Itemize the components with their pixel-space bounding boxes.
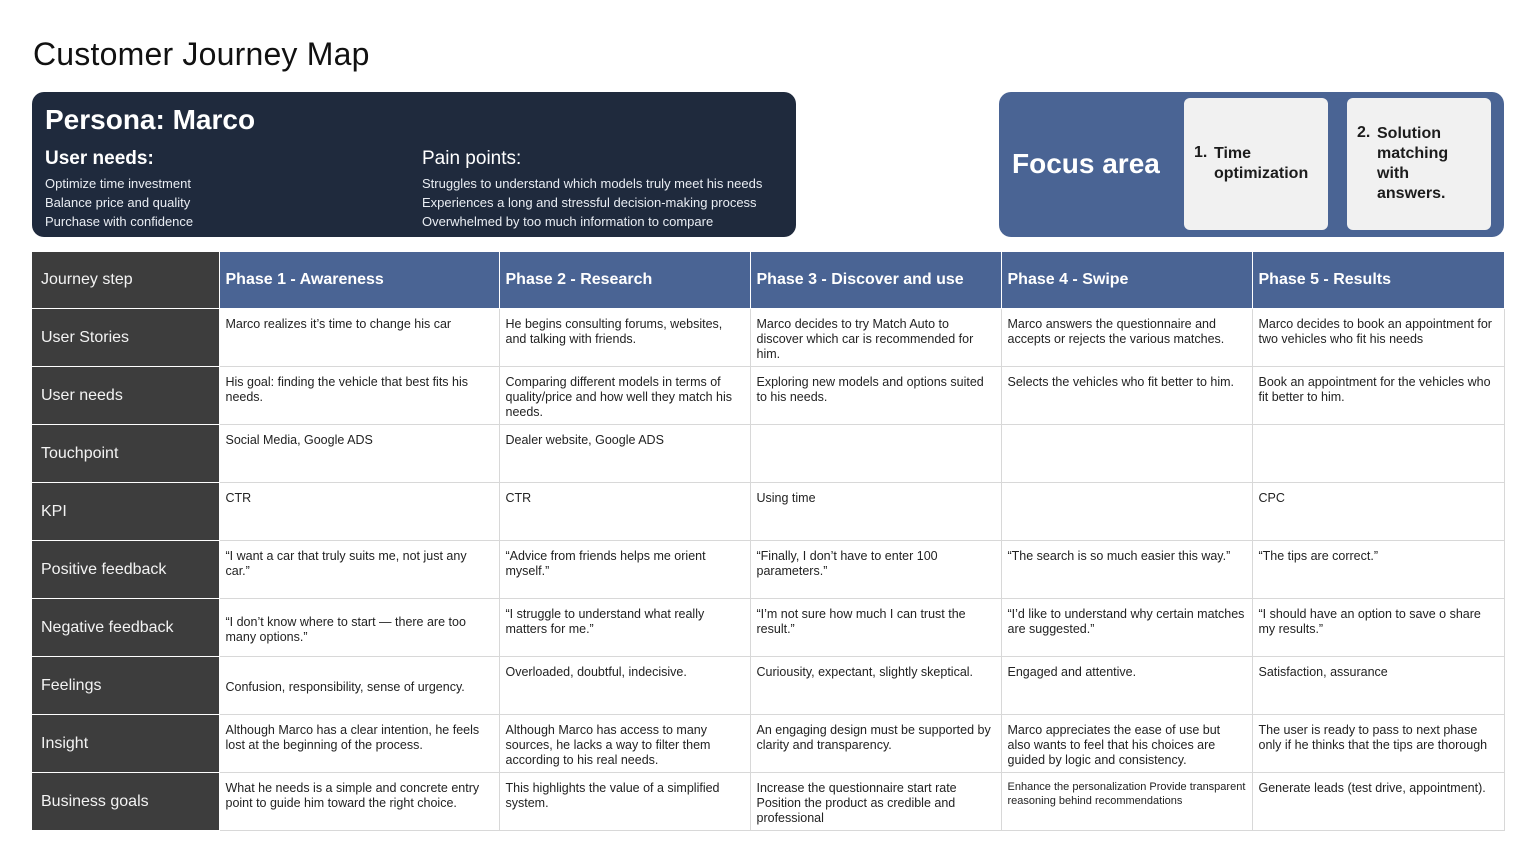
row-label: User needs [32, 367, 219, 425]
persona-title: Persona: Marco [45, 104, 256, 135]
journey-table [32, 251, 1505, 831]
journey-cell: Although Marco has a clear intention, he feels lost at the beginning of the process. [219, 715, 499, 773]
journey-cell: “Advice from friends helps me orient myself.” [499, 541, 750, 599]
journey-cell: Marco answers the questionnaire and accepts or rejects the various matches. [1001, 309, 1252, 367]
journey-row [32, 599, 1504, 657]
journey-cell: Although Marco has access to many sources, he lacks a way to filter them according to his real needs. [499, 715, 750, 773]
journey-row [32, 425, 1504, 483]
row-label: Business goals [32, 773, 219, 831]
focus-area-title: Focus area [1012, 148, 1160, 179]
phase-header: Phase 3 - Discover and use [750, 252, 1001, 309]
journey-cell [750, 425, 1001, 483]
journey-step-label: Journey step [32, 252, 219, 309]
journey-row [32, 541, 1504, 599]
row-label: Negative feedback [32, 599, 219, 657]
journey-cell [1001, 425, 1252, 483]
journey-row [32, 309, 1504, 367]
journey-cell: Selects the vehicles who fit better to him. [1001, 367, 1252, 425]
focus-item-time-optimization [1184, 98, 1328, 230]
journey-cell: An engaging design must be supported by clarity and transparency. [750, 715, 1001, 773]
focus-item-label: Time optimization [1214, 145, 1309, 182]
journey-cell: CPC [1252, 483, 1504, 541]
journey-cell: Confusion, responsibility, sense of urgency. [219, 657, 499, 715]
pain-point-item: Overwhelmed by too much information to compare [422, 214, 714, 229]
journey-cell: The user is ready to pass to next phase only if he thinks that the tips are thorough [1252, 715, 1504, 773]
journey-cell [1252, 425, 1504, 483]
row-label: Touchpoint [32, 425, 219, 483]
journey-cell: “The tips are correct.” [1252, 541, 1504, 599]
page-title: Customer Journey Map [33, 36, 370, 72]
pain-point-item: Struggles to understand which models truly meet his needs [422, 176, 763, 191]
journey-cell: “I’m not sure how much I can trust the result.” [750, 599, 1001, 657]
journey-cell [1001, 483, 1252, 541]
journey-row [32, 657, 1504, 715]
journey-cell: Exploring new models and options suited to his needs. [750, 367, 1001, 425]
journey-header-row [32, 252, 1504, 309]
journey-cell: CTR [499, 483, 750, 541]
journey-cell: “Finally, I don’t have to enter 100 parameters.” [750, 541, 1001, 599]
journey-row [32, 715, 1504, 773]
journey-cell: He begins consulting forums, websites, and talking with friends. [499, 309, 750, 367]
journey-cell: “The search is so much easier this way.” [1001, 541, 1252, 599]
journey-cell: Comparing different models in terms of quality/price and how well they match his needs. [499, 367, 750, 425]
user-need-item: Purchase with confidence [45, 214, 194, 229]
journey-cell: “I don’t know where to start — there are too many options.” [219, 599, 499, 657]
journey-cell: Dealer website, Google ADS [499, 425, 750, 483]
journey-cell: His goal: finding the vehicle that best fits his needs. [219, 367, 499, 425]
journey-cell: Book an appointment for the vehicles who fit better to him. [1252, 367, 1504, 425]
pain-points-heading: Pain points: [422, 148, 522, 169]
phase-header: Phase 5 - Results [1252, 252, 1504, 309]
row-label: Insight [32, 715, 219, 773]
focus-item-label: Solution matching with answers. [1377, 125, 1449, 202]
persona-card [32, 92, 796, 237]
row-label: Feelings [32, 657, 219, 715]
journey-cell: Using time [750, 483, 1001, 541]
journey-cell: This highlights the value of a simplified system. [499, 773, 750, 831]
row-label: Positive feedback [32, 541, 219, 599]
focus-item-solution-matching [1347, 98, 1491, 230]
journey-cell: “I want a car that truly suits me, not just any car.” [219, 541, 499, 599]
journey-cell: Marco realizes it’s time to change his car [219, 309, 499, 367]
phase-header: Phase 4 - Swipe [1001, 252, 1252, 309]
journey-cell: Marco decides to try Match Auto to discover which car is recommended for him. [750, 309, 1001, 367]
journey-cell: Social Media, Google ADS [219, 425, 499, 483]
journey-cell: Satisfaction, assurance [1252, 657, 1504, 715]
journey-cell: Curiousity, expectant, slightly skeptical. [750, 657, 1001, 715]
phase-header: Phase 2 - Research [499, 252, 750, 309]
journey-cell: Enhance the personalization Provide transparent reasoning behind recommendations [1001, 773, 1252, 831]
journey-cell: Engaged and attentive. [1001, 657, 1252, 715]
journey-cell: “I should have an option to save o share my results.” [1252, 599, 1504, 657]
journey-cell: Marco decides to book an appointment for two vehicles who fit his needs [1252, 309, 1504, 367]
focus-item-number: 2. [1357, 124, 1371, 141]
journey-cell: “I struggle to understand what really matters for me.” [499, 599, 750, 657]
journey-cell: Overloaded, doubtful, indecisive. [499, 657, 750, 715]
journey-row [32, 367, 1504, 425]
pain-points-section [422, 148, 762, 231]
journey-cell: Increase the questionnaire start rate Position the product as credible and professional [750, 773, 1001, 831]
pain-point-item: Experiences a long and stressful decision-making process [422, 195, 757, 210]
user-need-item: Optimize time investment [45, 176, 191, 191]
focus-area-card [999, 92, 1504, 237]
journey-cell: Marco appreciates the ease of use but also wants to feel that his choices are guided by logic and consistency. [1001, 715, 1252, 773]
journey-cell: “I’d like to understand why certain matches are suggested.” [1001, 599, 1252, 657]
journey-cell: Generate leads (test drive, appointment). [1252, 773, 1504, 831]
row-label: User Stories [32, 309, 219, 367]
row-label: KPI [32, 483, 219, 541]
journey-row [32, 483, 1504, 541]
phase-header: Phase 1 - Awareness [219, 252, 499, 309]
user-needs-heading: User needs: [45, 148, 154, 169]
focus-item-number: 1. [1194, 144, 1208, 161]
user-needs-section [45, 148, 193, 231]
journey-row [32, 773, 1504, 831]
journey-cell: What he needs is a simple and concrete entry point to guide him toward the right choice. [219, 773, 499, 831]
user-need-item: Balance price and quality [45, 195, 191, 210]
journey-cell: CTR [219, 483, 499, 541]
